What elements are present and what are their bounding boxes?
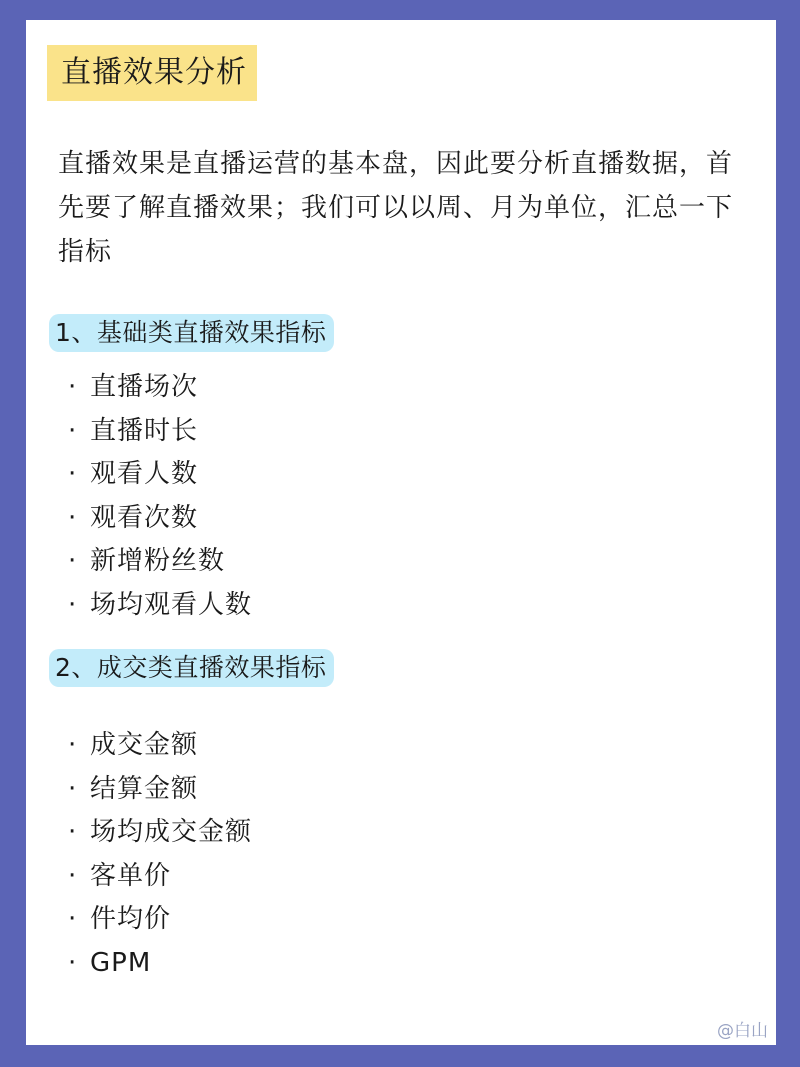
transaction-metrics-list bbox=[68, 724, 252, 985]
list-item bbox=[68, 724, 252, 768]
list-item-label: GPM bbox=[90, 947, 152, 978]
list-item bbox=[68, 898, 252, 942]
list-item-label: 直播场次 bbox=[90, 372, 199, 402]
bullet-dot: · bbox=[68, 730, 78, 760]
list-item bbox=[68, 453, 252, 497]
list-item-label: 件均价 bbox=[90, 904, 172, 934]
list-item bbox=[68, 584, 252, 628]
list-item-label: 观看人数 bbox=[90, 459, 199, 489]
list-item-label: 客单价 bbox=[90, 860, 172, 891]
page-title: 直播效果分析 bbox=[47, 45, 257, 101]
list-item bbox=[68, 497, 252, 541]
bullet-dot: · bbox=[68, 459, 78, 489]
list-item-label: 成交金额 bbox=[90, 730, 199, 760]
bullet-dot: · bbox=[68, 947, 78, 978]
bullet-dot: · bbox=[68, 502, 78, 533]
bullet-dot: · bbox=[68, 860, 78, 891]
bullet-dot: · bbox=[68, 773, 78, 804]
list-item-label: 结算金额 bbox=[90, 773, 199, 804]
list-item-label: 场均成交金额 bbox=[90, 817, 253, 847]
list-item-label: 新增粉丝数 bbox=[90, 546, 226, 576]
bullet-dot: · bbox=[68, 546, 78, 576]
list-item bbox=[68, 768, 252, 812]
content-card bbox=[26, 20, 776, 1045]
basic-metrics-list bbox=[68, 366, 252, 627]
list-item bbox=[68, 540, 252, 584]
section-heading-transaction: 2、成交类直播效果指标 bbox=[49, 649, 334, 687]
list-item-label: 场均观看人数 bbox=[90, 589, 253, 620]
list-item bbox=[68, 410, 252, 454]
bullet-dot: · bbox=[68, 372, 78, 402]
list-item bbox=[68, 855, 252, 899]
list-item-label: 直播时长 bbox=[90, 415, 199, 446]
list-item bbox=[68, 811, 252, 855]
bullet-dot: · bbox=[68, 817, 78, 847]
list-item bbox=[68, 942, 252, 986]
list-item-label: 观看次数 bbox=[90, 502, 199, 533]
author-watermark: @白山 bbox=[717, 1021, 768, 1041]
bullet-dot: · bbox=[68, 415, 78, 446]
list-item bbox=[68, 366, 252, 410]
bullet-dot: · bbox=[68, 589, 78, 620]
intro-paragraph: 直播效果是直播运营的基本盘，因此要分析直播数据，首先要了解直播效果；我们可以以周、月为单位，汇总一下指标 bbox=[58, 149, 734, 267]
section-heading-basic: 1、基础类直播效果指标 bbox=[49, 314, 334, 352]
bullet-dot: · bbox=[68, 904, 78, 934]
